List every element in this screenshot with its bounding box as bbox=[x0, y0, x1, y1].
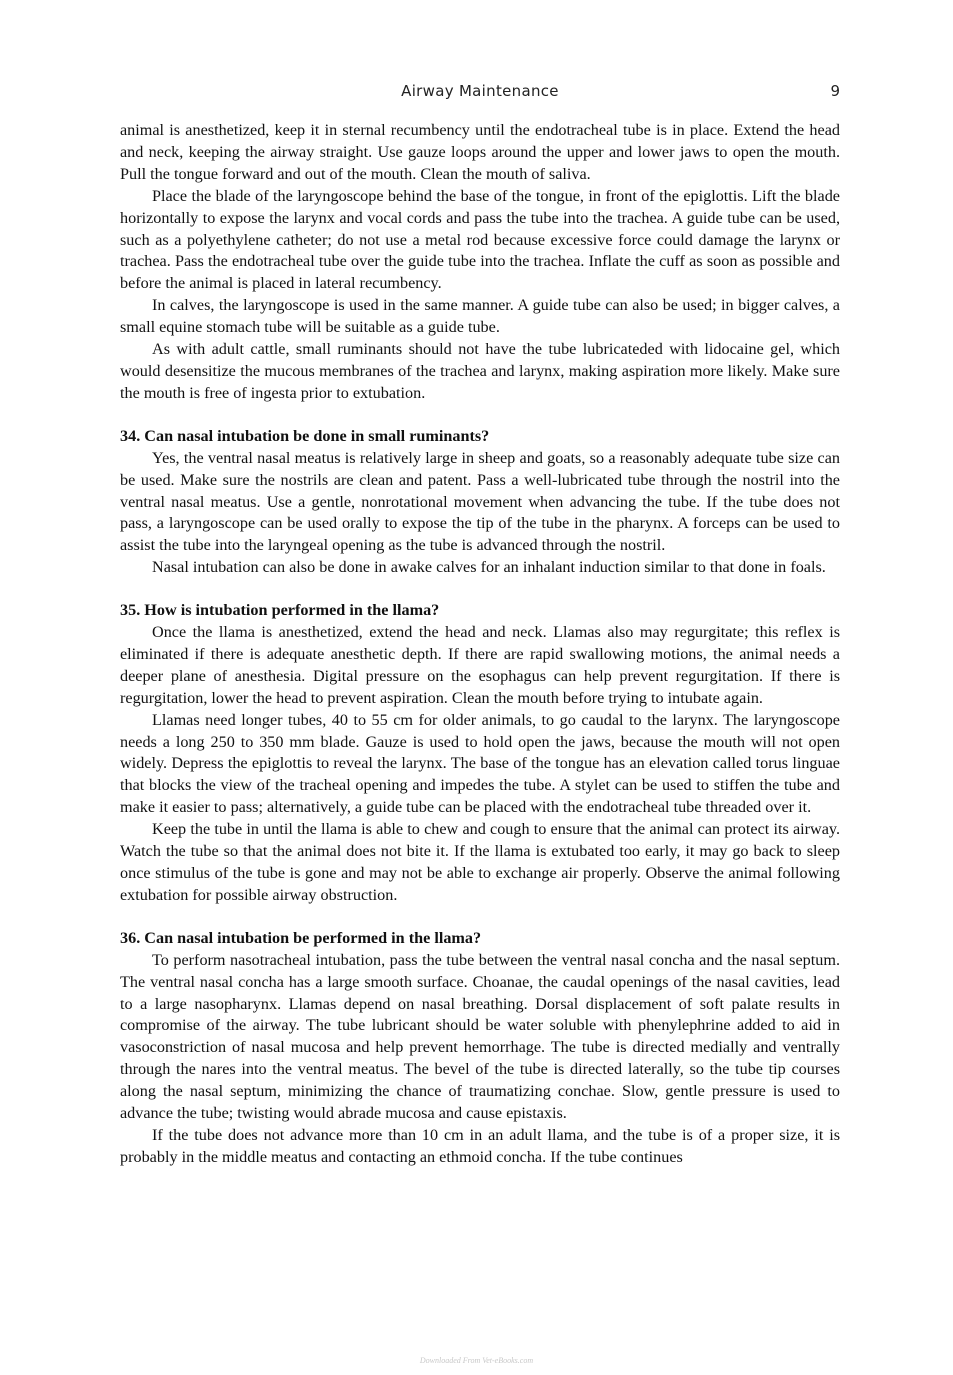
paragraph: As with adult cattle, small ruminants should not have the tube lubricateded with lidocaine gel, which would desensitize the mucous membranes of the trachea and larynx, making aspiration more likely. Make sure the mouth is free of ingesta prior to extubation. bbox=[120, 340, 840, 402]
paragraph: Llamas need longer tubes, 40 to 55 cm for older animals, to go caudal to the larynx. The laryngoscope needs a long 250 to 350 mm blade. Gauze is used to hold open the jaws, because the mouth will not open widely. Depress the epiglottis to reveal the larynx. The base of the tongue has an elevation called torus linguae that blocks the view of the tracheal opening and impedes the tube. A stylet can be used to stiffen the tube and make it easier to pass; alternatively, a guide tube can be placed with the endotracheal tube threaded over it. bbox=[120, 710, 840, 817]
paragraph: Yes, the ventral nasal meatus is relatively large in sheep and goats, so a reasonably adequate tube size can be used. Make sure the nostrils are clean and patent. Pass a well-lubricated tube through the nostril into the ventral nasal meatus. Use a gentle, nonrotational movement when advancing the tube. If the tube does not pass, a laryngoscope can be used orally to expose the tip of the tube in the pharynx. A forceps can be used to assist the tube into the laryngeal opening as the tube is advanced through the nostril. bbox=[120, 448, 840, 555]
paragraph: If the tube does not advance more than 10 cm in an adult llama, and the tube is of a proper size, it is probably in the middle meatus and contacting an ethmoid concha. If the tube continues bbox=[120, 1125, 840, 1166]
question-heading-36: 36. Can nasal intubation be performed in the llama? bbox=[120, 928, 482, 947]
paragraph: animal is anesthetized, keep it in sternal recumbency until the endotracheal tube is in place. Extend the head and neck, keeping the airway straight. Use gauze loops around the upper and lower jaws to open the mouth. Pull the tongue forward and out of the mouth. Clean the mouth of saliva. bbox=[120, 121, 840, 183]
question-heading-34: 34. Can nasal intubation be done in small ruminants? bbox=[120, 426, 490, 445]
question-heading-35: 35. How is intubation performed in the llama? bbox=[120, 601, 440, 620]
running-title: Airway Maintenance bbox=[401, 82, 559, 100]
body-text bbox=[120, 120, 840, 1169]
paragraph: In calves, the laryngoscope is used in the same manner. A guide tube can also be used; in bigger calves, a small equine stomach tube will be suitable as a guide tube. bbox=[120, 296, 840, 337]
paragraph: To perform nasotracheal intubation, pass the tube between the ventral nasal concha and the nasal septum. The ventral nasal concha has a large smooth surface. Choanae, the caudal openings of the nasal cavities, lead to a large nasopharynx. Llamas depend on nasal breathing. Dorsal displacement of soft palate results in compromise of the airway. The tube lubricant should be water soluble with phenylephrine added to aid in vasoconstriction of nasal mucosa and help prevent hemorrhage. The tube is directed medially and ventrally through the nares into the ventral meatus. The bevel of the tube is directed laterally, so the tube tip courses along the nasal septum, minimizing the chance of traumatizing conchae. Slow, gentle pressure is used to advance the tube; twisting would abrade mucosa and cause epistaxis. bbox=[120, 950, 840, 1123]
document-page bbox=[120, 80, 840, 1169]
download-watermark: Downloaded From Vet-eBooks.com bbox=[419, 1356, 534, 1365]
paragraph: Nasal intubation can also be done in awake calves for an inhalant induction similar to that done in foals. bbox=[152, 558, 826, 577]
paragraph: Once the llama is anesthetized, extend the head and neck. Llamas also may regurgitate; this reflex is eliminated if there is adequate anesthetic depth. If there are rapid swallowing motions, the animal needs a deeper plane of anesthesia. Digital pressure on the esophagus can help prevent regurgitation. If there is regurgitation, lower the head to prevent aspiration. Clean the mouth before trying to intubate again. bbox=[120, 623, 840, 707]
page-number: 9 bbox=[830, 82, 840, 100]
paragraph: Place the blade of the laryngoscope behind the base of the tongue, in front of the epiglottis. Lift the blade horizontally to expose the larynx and vocal cords and pass the tube into the trachea. A guide tube can be used, such as a polyethylene catheter; do not use a metal rod because excessive force could damage the larynx or trachea. Pass the endotracheal tube over the guide tube into the trachea. Inflate the cuff as soon as possible and before the animal is placed in lateral recumbency. bbox=[120, 186, 840, 293]
running-header bbox=[120, 80, 840, 104]
paragraph: Keep the tube in until the llama is able to chew and cough to ensure that the animal can protect its airway. Watch the tube so that the animal does not bite it. If the llama is extubated too early, it may go back to sleep once stimulus of the tube is gone and may not be able to exchange air properly. Observe the animal following extubation for possible airway obstruction. bbox=[120, 820, 840, 904]
